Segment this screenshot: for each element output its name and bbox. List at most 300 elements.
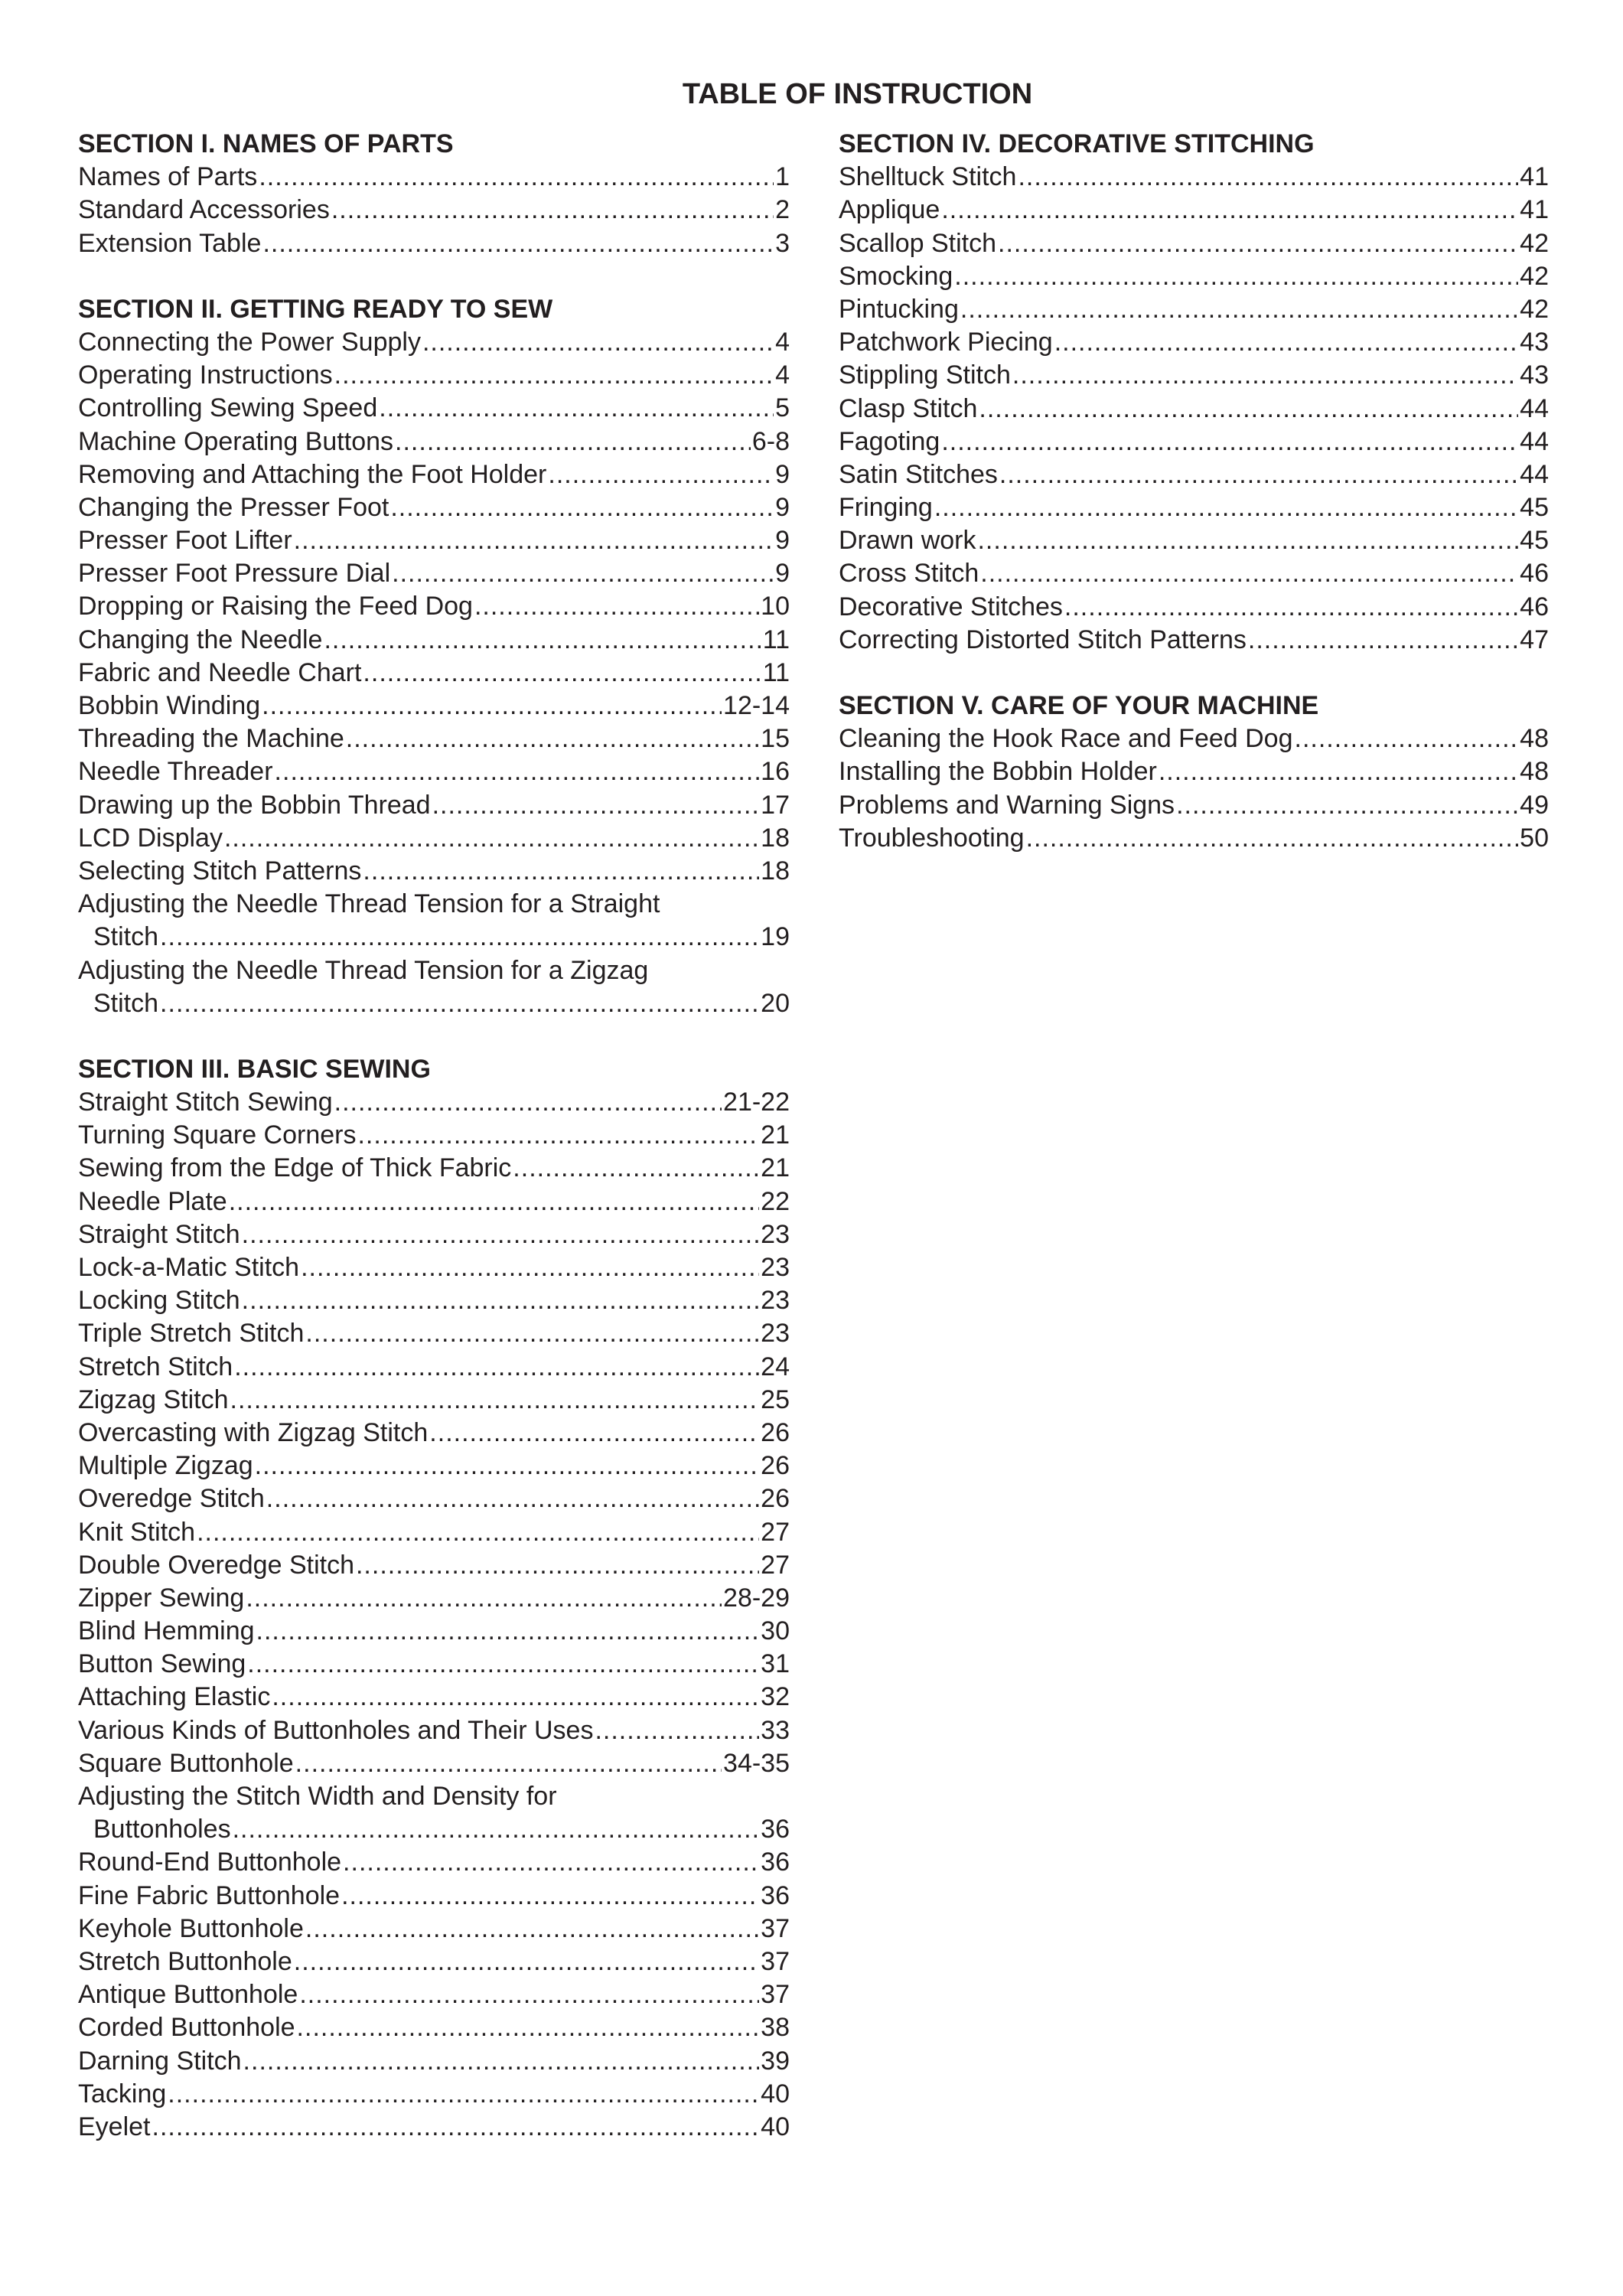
toc-entry[interactable] <box>78 1582 790 1615</box>
toc-entry[interactable] <box>78 2011 790 2044</box>
toc-entry-line <box>78 161 790 194</box>
toc-entry-title: Controlling Sewing Speed <box>78 393 378 423</box>
toc-entry[interactable] <box>839 293 1549 326</box>
toc-entry[interactable] <box>839 260 1549 293</box>
toc-section <box>78 1053 790 2144</box>
dot-leader <box>334 359 774 392</box>
toc-entry-page: 16 <box>761 757 790 787</box>
toc-entry-title: Attaching Elastic <box>78 1682 271 1712</box>
toc-entry[interactable] <box>78 161 790 194</box>
toc-entry-page: 12-14 <box>723 691 790 720</box>
toc-entry-page: 23 <box>761 1286 790 1316</box>
toc-entry-line <box>78 1714 790 1747</box>
toc-entry-page: 27 <box>761 1517 790 1547</box>
toc-entry[interactable] <box>78 1351 790 1384</box>
toc-entry-title: Applique <box>839 195 940 225</box>
toc-entry-title: Installing the Bobbin Holder <box>839 757 1157 787</box>
toc-entry-title: Bobbin Winding <box>78 691 261 720</box>
dot-leader <box>513 1152 759 1185</box>
toc-entry-title: Lock-a-Matic Stitch <box>78 1253 300 1282</box>
toc-entry-title: Needle Threader <box>78 757 273 787</box>
toc-entry[interactable] <box>78 458 790 491</box>
toc-entry[interactable] <box>78 1978 790 2011</box>
toc-entry-title: Double Overedge Stitch <box>78 1550 354 1580</box>
dot-leader <box>595 1714 759 1747</box>
toc-entry-page: 1 <box>775 162 790 192</box>
toc-entry-title: Names of Parts <box>78 162 258 192</box>
toc-entry[interactable] <box>78 326 790 359</box>
dot-leader <box>262 690 722 722</box>
toc-entry[interactable] <box>78 1615 790 1648</box>
toc-entry-line <box>78 426 790 458</box>
toc-entry-line <box>78 194 790 227</box>
toc-entry-page: 46 <box>1520 559 1549 589</box>
toc-entry[interactable] <box>78 227 790 260</box>
toc-section <box>78 128 790 260</box>
section-heading: SECTION II. GETTING READY TO SEW <box>78 294 553 324</box>
toc-entry-title: Selecting Stitch Patterns <box>78 856 362 885</box>
toc-entry[interactable] <box>839 426 1549 458</box>
toc-entry-title: Keyhole Buttonhole <box>78 1913 304 1943</box>
toc-entry[interactable] <box>78 1747 790 1780</box>
toc-entry-title: Scallop Stitch <box>839 228 996 258</box>
toc-section <box>839 128 1549 657</box>
toc-entry-page: 20 <box>761 988 790 1018</box>
toc-entry[interactable] <box>78 822 790 855</box>
toc-entry-page: 45 <box>1520 526 1549 556</box>
dot-leader <box>1026 822 1519 855</box>
toc-entry-title: Knit Stitch <box>78 1517 196 1547</box>
toc-entry-page: 41 <box>1520 195 1549 225</box>
toc-entry[interactable] <box>839 624 1549 657</box>
toc-entry-title: Dropping or Raising the Feed Dog <box>78 592 473 621</box>
toc-entry[interactable] <box>78 624 790 657</box>
toc-entry-title: LCD Display <box>78 823 223 853</box>
toc-entry-line <box>78 2111 790 2144</box>
toc-entry-title: Corded Buttonhole <box>78 2013 295 2043</box>
toc-entry-title: Clasp Stitch <box>839 393 978 423</box>
toc-entry[interactable] <box>839 326 1549 359</box>
dot-leader <box>233 1813 760 1846</box>
dot-leader <box>242 1218 760 1251</box>
section-heading: SECTION III. BASIC SEWING <box>78 1054 431 1084</box>
toc-entry-line <box>78 2078 790 2111</box>
toc-entry-page: 23 <box>761 1319 790 1349</box>
toc-entry-title: Operating Instructions <box>78 360 333 390</box>
toc-entry-page: 32 <box>761 1682 790 1712</box>
toc-entry-title: Shelltuck Stitch <box>839 162 1017 192</box>
toc-entry-page: 21 <box>761 1120 790 1150</box>
toc-entry[interactable] <box>78 359 790 392</box>
toc-entry[interactable] <box>78 1417 790 1450</box>
toc-entry[interactable] <box>78 1086 790 1119</box>
toc-entry-line <box>78 524 790 557</box>
toc-entry-title: Fringing <box>839 493 933 523</box>
toc-entry-page: 50 <box>1520 823 1549 853</box>
toc-entry[interactable] <box>78 1384 790 1417</box>
toc-entry[interactable] <box>78 491 790 524</box>
toc-entry-line <box>78 1251 790 1284</box>
dot-leader <box>294 1945 759 1978</box>
toc-entry-line <box>78 1582 790 1615</box>
toc-entry-page: 9 <box>775 526 790 556</box>
toc-entry-line <box>78 1978 790 2011</box>
toc-entry-line <box>78 1119 790 1152</box>
toc-entry-first-line: Adjusting the Needle Thread Tension for a Zigzag <box>78 955 649 985</box>
toc-entry-title: Drawing up the Bobbin Thread <box>78 790 431 820</box>
toc-entry-title: Various Kinds of Buttonholes and Their Uses <box>78 1715 594 1745</box>
toc-entry[interactable] <box>78 1648 790 1681</box>
toc-entry-title: Troubleshooting <box>839 823 1025 853</box>
toc-entry[interactable] <box>78 1152 790 1185</box>
toc-entry[interactable] <box>78 690 790 722</box>
dot-leader <box>243 2045 760 2078</box>
dot-leader <box>379 392 774 425</box>
toc-entry-page: 9 <box>775 559 790 589</box>
dot-leader <box>230 1384 760 1417</box>
toc-entry[interactable] <box>78 1516 790 1549</box>
dot-leader <box>1248 624 1518 657</box>
toc-entry[interactable] <box>78 888 790 954</box>
toc-entry[interactable] <box>78 2111 790 2144</box>
toc-entry-page: 6-8 <box>751 426 790 456</box>
dot-leader <box>960 293 1518 326</box>
toc-entry[interactable] <box>839 227 1549 260</box>
toc-entry-page: 24 <box>761 1352 790 1381</box>
dot-leader <box>1295 722 1519 755</box>
toc-entry-page: 17 <box>761 790 790 820</box>
dot-leader <box>256 1615 760 1648</box>
toc-entry[interactable] <box>78 194 790 227</box>
toc-entry-line <box>78 1086 790 1119</box>
toc-entry-page: 38 <box>761 2013 790 2043</box>
toc-entry-title: Smocking <box>839 261 953 291</box>
toc-entry-page: 36 <box>761 1848 790 1877</box>
toc-entry-page: 4 <box>775 327 790 357</box>
toc-entry-title: Patchwork Piecing <box>839 328 1053 357</box>
toc-entry-page: 23 <box>761 1219 790 1249</box>
dot-leader <box>1176 789 1518 822</box>
toc-entry-page: 27 <box>761 1550 790 1580</box>
toc-entry[interactable] <box>78 1284 790 1317</box>
toc-entry-page: 48 <box>1520 724 1549 754</box>
dot-leader <box>432 789 760 822</box>
toc-entry[interactable] <box>839 458 1549 491</box>
toc-entry-line <box>839 524 1549 557</box>
toc-entry[interactable] <box>78 1218 790 1251</box>
toc-entry[interactable] <box>839 524 1549 557</box>
toc-entry[interactable] <box>839 722 1549 755</box>
toc-entry-title: Turning Square Corners <box>78 1120 357 1150</box>
toc-entry-line <box>78 392 790 425</box>
toc-entry-line <box>78 590 790 623</box>
toc-entry-page: 44 <box>1520 393 1549 423</box>
toc-entry-title: Overcasting with Zigzag Stitch <box>78 1417 429 1447</box>
toc-entry-title: Changing the Needle <box>78 625 323 654</box>
section-heading: SECTION V. CARE OF YOUR MACHINE <box>839 691 1319 720</box>
toc-entry-page: 44 <box>1520 459 1549 489</box>
toc-entry-line <box>78 1813 790 1846</box>
toc-entry[interactable] <box>78 1945 790 1978</box>
toc-entry-line <box>78 1351 790 1384</box>
toc-entry[interactable] <box>78 1780 790 1846</box>
toc-entry-title: Fabric and Needle Chart <box>78 657 362 687</box>
toc-entry-line <box>78 2011 790 2044</box>
dot-leader <box>305 1913 759 1945</box>
toc-entry-page: 41 <box>1520 162 1549 192</box>
dot-leader <box>341 1880 759 1913</box>
dot-leader <box>294 524 774 557</box>
toc-entry-page: 15 <box>761 724 790 754</box>
toc-entry-title: Straight Stitch <box>78 1219 240 1249</box>
toc-entry[interactable] <box>78 1450 790 1482</box>
left-column <box>78 128 790 2177</box>
dot-leader <box>160 921 759 954</box>
toc-entry[interactable] <box>839 822 1549 855</box>
toc-entry[interactable] <box>78 1251 790 1284</box>
toc-entry[interactable] <box>78 392 790 425</box>
dot-leader <box>272 1681 759 1714</box>
toc-entry-line <box>78 1681 790 1714</box>
toc-entry-line <box>78 1913 790 1945</box>
toc-entry[interactable] <box>839 755 1549 788</box>
toc-entry[interactable] <box>839 591 1549 624</box>
toc-entry-title: Sewing from the Edge of Thick Fabric <box>78 1153 512 1183</box>
toc-entry-title: Round-End Buttonhole <box>78 1848 342 1877</box>
toc-entry[interactable] <box>78 557 790 590</box>
toc-entry-title: Decorative Stitches <box>839 592 1063 621</box>
toc-entry-title: Problems and Warning Signs <box>839 790 1175 820</box>
toc-entry[interactable] <box>839 491 1549 524</box>
toc-entry-line <box>78 227 790 260</box>
dot-leader <box>259 161 774 194</box>
toc-entry-page: 2 <box>775 195 790 225</box>
toc-entry-page: 43 <box>1520 328 1549 357</box>
toc-entry-line <box>78 1450 790 1482</box>
dot-leader <box>999 458 1518 491</box>
dot-leader <box>429 1417 759 1450</box>
toc-entry-title: Antique Buttonhole <box>78 1980 298 2010</box>
toc-entry[interactable] <box>78 426 790 458</box>
toc-entry-line <box>839 161 1549 194</box>
dot-leader <box>242 1284 760 1317</box>
toc-entry-page: 18 <box>761 856 790 885</box>
toc-entry[interactable] <box>839 194 1549 227</box>
toc-entry-title: Connecting the Power Supply <box>78 327 421 357</box>
dot-leader <box>395 426 751 458</box>
toc-entry[interactable] <box>839 789 1549 822</box>
dot-leader <box>255 1450 760 1482</box>
toc-entry-line <box>839 822 1549 855</box>
toc-entry[interactable] <box>78 2078 790 2111</box>
toc-entry-line <box>78 657 790 690</box>
toc-entry-title: Fine Fabric Buttonhole <box>78 1880 341 1910</box>
dot-leader <box>548 458 774 491</box>
toc-entry-page: 3 <box>775 228 790 258</box>
toc-entry-line <box>78 1218 790 1251</box>
dot-leader <box>979 393 1518 426</box>
toc-entry-page: 42 <box>1520 294 1549 324</box>
toc-entry-title: Stretch Stitch <box>78 1352 233 1381</box>
toc-entry-line <box>78 1384 790 1417</box>
toc-entry-page: 36 <box>761 1815 790 1844</box>
toc-entry-page: 28-29 <box>723 1583 790 1613</box>
toc-entry[interactable] <box>78 1317 790 1350</box>
toc-entry-page: 4 <box>775 360 790 390</box>
toc-entry-page: 5 <box>775 393 790 423</box>
toc-entry[interactable] <box>78 1846 790 1879</box>
toc-entry-title: Needle Plate <box>78 1186 227 1216</box>
toc-entry-page: 26 <box>761 1451 790 1481</box>
toc-entry-line <box>78 1880 790 1913</box>
toc-entry-line <box>839 591 1549 624</box>
toc-entry-line <box>78 1549 790 1582</box>
toc-entry-title: Overedge Stitch <box>78 1484 265 1514</box>
dot-leader <box>474 590 759 623</box>
toc-section <box>839 690 1549 855</box>
toc-entry[interactable] <box>78 1186 790 1218</box>
toc-entry[interactable] <box>78 524 790 557</box>
toc-entry-first-line: Adjusting the Stitch Width and Density for <box>78 1782 557 1811</box>
toc-entry-page: 37 <box>761 1980 790 2010</box>
toc-entry-line <box>78 690 790 722</box>
toc-entry-line <box>78 1482 790 1515</box>
toc-entry-title: Stippling Stitch <box>839 360 1011 390</box>
toc-entry-title: Standard Accessories <box>78 195 330 225</box>
toc-entry[interactable] <box>78 722 790 755</box>
dot-leader <box>152 2111 760 2144</box>
page-title: TABLE OF INSTRUCTION <box>682 78 1033 110</box>
toc-entry-line <box>839 260 1549 293</box>
toc-entry[interactable] <box>78 954 790 1020</box>
toc-section <box>78 293 790 1020</box>
toc-entry[interactable] <box>839 393 1549 426</box>
toc-entry-page: 26 <box>761 1484 790 1514</box>
toc-entry-title: Stitch <box>93 922 159 952</box>
toc-entry[interactable] <box>78 1681 790 1714</box>
toc-entry-line <box>78 624 790 657</box>
toc-entry-title: Straight Stitch Sewing <box>78 1088 333 1117</box>
toc-entry-page: 11 <box>762 657 790 687</box>
dot-leader <box>1018 161 1518 194</box>
toc-entry-line <box>78 2045 790 2078</box>
toc-entry-title: Buttonholes <box>93 1815 231 1844</box>
toc-entry-page: 9 <box>775 492 790 522</box>
toc-entry-line <box>78 722 790 755</box>
toc-entry-page: 10 <box>761 592 790 621</box>
toc-entry-title: Fagoting <box>839 426 940 456</box>
toc-entry[interactable] <box>78 1482 790 1515</box>
dot-leader <box>197 1516 759 1549</box>
toc-entry-page: 33 <box>761 1715 790 1745</box>
toc-entry[interactable] <box>78 1119 790 1152</box>
toc-entry-page: 34-35 <box>723 1748 790 1778</box>
toc-entry-line <box>839 624 1549 657</box>
toc-entry-title: Presser Foot Pressure Dial <box>78 559 391 589</box>
toc-entry[interactable] <box>78 1714 790 1747</box>
toc-entry-line <box>78 359 790 392</box>
dot-leader <box>299 1978 759 2011</box>
toc-entry-line <box>839 458 1549 491</box>
toc-entry-line <box>839 755 1549 788</box>
toc-entry-line <box>78 557 790 590</box>
dot-leader <box>343 1846 759 1879</box>
toc-entry-line <box>839 393 1549 426</box>
toc-entry-line <box>78 1417 790 1450</box>
toc-entry-title: Eyelet <box>78 2112 151 2141</box>
dot-leader <box>346 722 759 755</box>
dot-leader <box>934 491 1518 524</box>
toc-entry-line <box>78 822 790 855</box>
toc-entry-page: 30 <box>761 1616 790 1646</box>
toc-entry-line <box>78 789 790 822</box>
toc-entry-line <box>78 987 790 1020</box>
toc-entry[interactable] <box>839 557 1549 590</box>
toc-entry-page: 9 <box>775 459 790 489</box>
dot-leader <box>262 227 774 260</box>
toc-entry[interactable] <box>78 590 790 623</box>
toc-entry-page: 42 <box>1520 228 1549 258</box>
toc-entry[interactable] <box>78 789 790 822</box>
toc-entry-line <box>78 491 790 524</box>
toc-entry-line <box>839 227 1549 260</box>
dot-leader <box>363 855 759 888</box>
toc-entry-title: Button Sewing <box>78 1649 246 1679</box>
dot-leader <box>998 227 1518 260</box>
toc-entry-title: Changing the Presser Foot <box>78 492 389 522</box>
toc-entry-title: Darning Stitch <box>78 2046 242 2076</box>
dot-leader <box>941 194 1518 227</box>
toc-entry-page: 42 <box>1520 261 1549 291</box>
dot-leader <box>275 755 760 788</box>
toc-entry-title: Zigzag Stitch <box>78 1384 229 1414</box>
toc-entry-title: Triple Stretch Stitch <box>78 1319 305 1349</box>
toc-entry-line <box>78 1846 790 1879</box>
dot-leader <box>168 2078 759 2111</box>
toc-entry-page: 46 <box>1520 592 1549 621</box>
toc-entry-line <box>78 1648 790 1681</box>
toc-entry[interactable] <box>78 1549 790 1582</box>
toc-entry-page: 47 <box>1520 625 1549 654</box>
right-column <box>839 128 1549 888</box>
toc-entry-title: Threading the Machine <box>78 724 344 754</box>
toc-entry[interactable] <box>78 855 790 888</box>
toc-entry-title: Tacking <box>78 2079 167 2108</box>
toc-entry[interactable] <box>78 755 790 788</box>
dot-leader <box>297 2011 760 2044</box>
toc-entry-page: 48 <box>1520 757 1549 787</box>
toc-entry-title: Satin Stitches <box>839 459 998 489</box>
toc-entry[interactable] <box>78 657 790 690</box>
toc-entry[interactable] <box>78 1880 790 1913</box>
toc-entry[interactable] <box>839 359 1549 392</box>
dot-leader <box>1012 359 1518 392</box>
toc-entry-page: 37 <box>761 1913 790 1943</box>
toc-entry[interactable] <box>839 161 1549 194</box>
toc-entry-title: Cross Stitch <box>839 559 979 589</box>
toc-entry-page: 22 <box>761 1186 790 1216</box>
toc-entry[interactable] <box>78 1913 790 1945</box>
dot-leader <box>266 1482 759 1515</box>
toc-entry-line <box>78 1945 790 1978</box>
toc-entry-page: 44 <box>1520 426 1549 456</box>
dot-leader <box>324 624 761 657</box>
toc-entry-page: 23 <box>761 1253 790 1282</box>
dot-leader <box>1159 755 1518 788</box>
toc-entry-line <box>839 426 1549 458</box>
toc-entry-line <box>839 789 1549 822</box>
toc-entry[interactable] <box>78 2045 790 2078</box>
